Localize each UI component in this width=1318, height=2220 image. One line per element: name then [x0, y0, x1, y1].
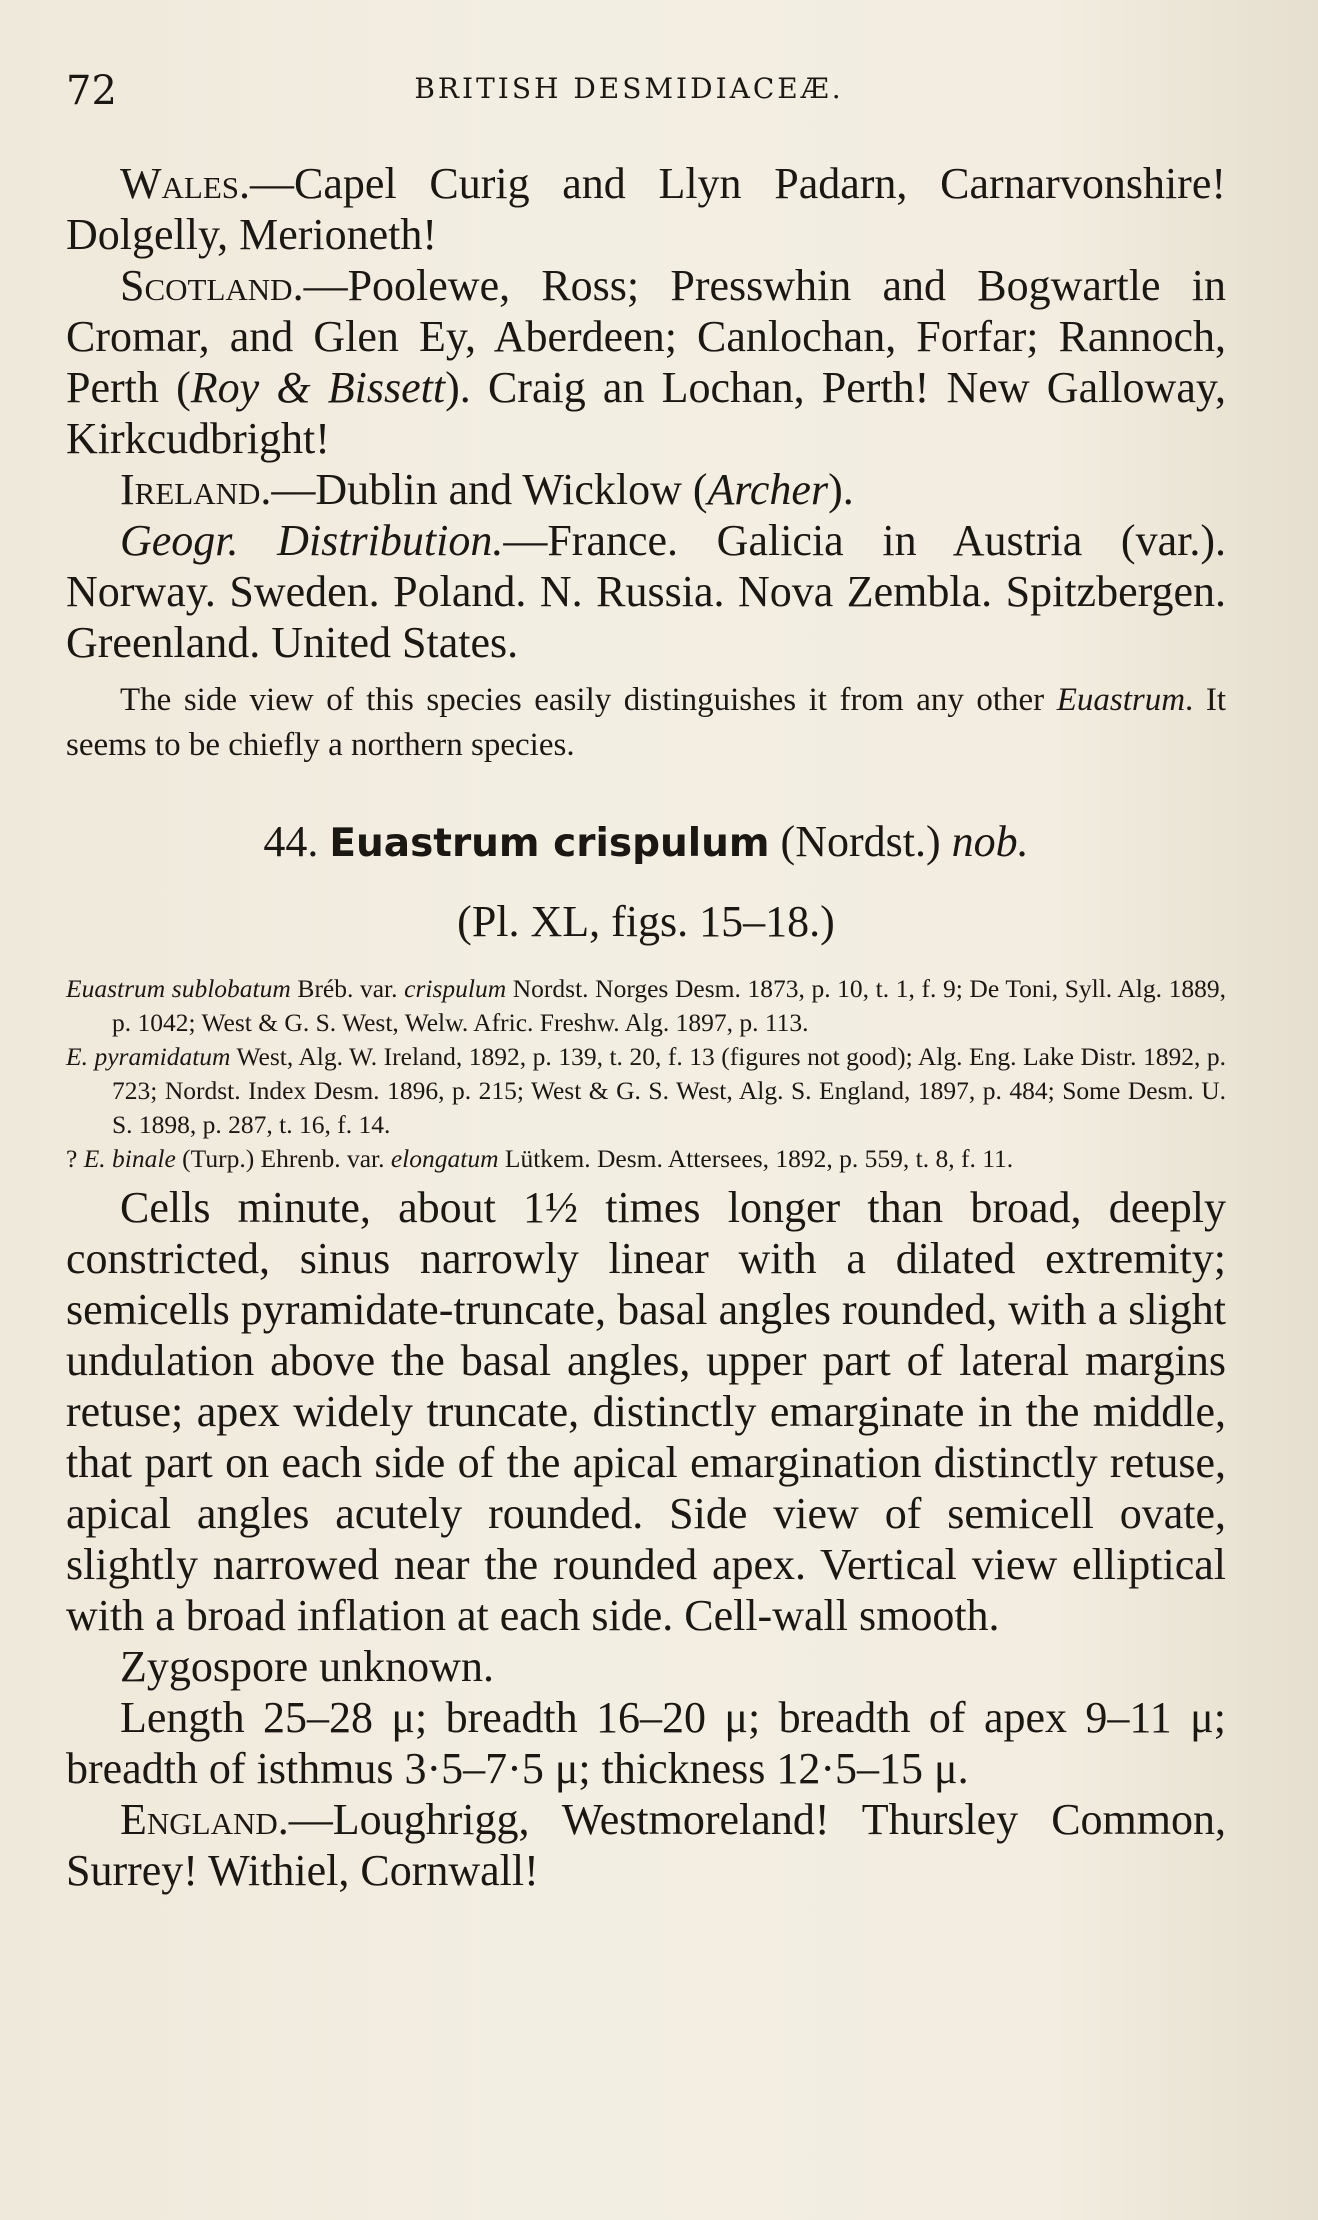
region-label: Wales. [120, 159, 251, 208]
synonym-entry [66, 1040, 1226, 1142]
species-nob: nob. [951, 817, 1029, 866]
synonym-name: Euastrum sublobatum [66, 974, 291, 1003]
zygospore-paragraph: Zygospore unknown. [120, 1642, 494, 1691]
region-label: Ireland. [120, 465, 272, 514]
species-heading [66, 816, 1226, 870]
running-head: BRITISH DESMIDIACEÆ. [414, 72, 844, 105]
page-body [66, 158, 1226, 1896]
description-paragraph: Cells minute, about 1½ times longer than broad, deeply constricted, sinus narrowly linear with a dilated extremity; semicells pyramidate-truncate, basal angles rounded, with a slight undulation above the basal angles, upper part of lateral margins retuse; apex widely truncate, distinctly emarginate in the middle, that part on each side of the apical emargination distinctly retuse, apical angles acutely rounded. Side view of semicell ovate, slightly narrowed near the rounded apex. Vertical view elliptical with a broad inflation at each side. Cell-wall smooth. [66, 1183, 1226, 1640]
synonym-text: Nordst. Norges Desm. 1873, p. 10, t. 1, f. 9; De Toni, Syll. Alg. 1889, p. 1042; West & G. S. West, Welw. Afric. Freshw. Alg. 1897, p. 113. [112, 974, 1226, 1037]
region-text: —Poolewe, Ross; Presswhin and Bogwartle in Cromar, and Glen Ey, Aberdeen; Canlochan, Forfar; Rannoch, Perth ( [66, 261, 1226, 412]
note-text: . It seems to be chiefly a northern species. [66, 682, 1226, 763]
region-label: Geogr. Distribution. [120, 516, 504, 565]
synonym-text: (Turp.) Ehrenb. var. [175, 1144, 391, 1173]
synonym-name: E. pyramidatum [66, 1042, 231, 1071]
species-name: Euastrum crispulum [329, 821, 770, 866]
collector-names: Archer [707, 465, 829, 514]
species-author: (Nordst.) [769, 817, 952, 866]
synonym-variety: elongatum [390, 1144, 499, 1173]
synonym-entry [66, 1142, 1226, 1176]
synonym-entry [66, 972, 1226, 1040]
genus-name: Euastrum [1056, 682, 1186, 718]
geographic-distribution-paragraph [66, 515, 1226, 668]
wales-paragraph [66, 158, 1226, 260]
region-text: —France. Galicia in Austria (var.). Norway. Sweden. Poland. N. Russia. Nova Zembla. Spitzbergen. Greenland. United States. [66, 516, 1226, 667]
region-text: ). Craig an Lochan, Perth! New Galloway, Kirkcudbright! [66, 363, 1226, 463]
page-number: 72 [66, 68, 117, 114]
species-number: 44. [263, 817, 319, 866]
synonym-variety: crispulum [404, 974, 507, 1003]
plate-reference: (Pl. XL, figs. 15–18.) [457, 897, 835, 946]
scotland-paragraph [66, 260, 1226, 464]
collector-names: Roy & Bissett [190, 363, 446, 412]
region-text: —Capel Curig and Llyn Padarn, Carnarvonshire! Dolgelly, Merioneth! [66, 159, 1226, 259]
region-text: —Dublin and Wicklow ( [271, 465, 708, 514]
synonym-text: West, Alg. W. Ireland, 1892, p. 139, t. 20, f. 13 (figures not good); Alg. Eng. Lake Distr. 1892, p. 723; Nordst. Index Desm. 1896, p. 215; West & G. S. West, Alg. S. England, 1897, p. 484; Some Desm. U. S. 1898, p. 287, t. 16, f. 14. [112, 1042, 1226, 1139]
synonym-name: E. binale [83, 1144, 176, 1173]
region-label: Scotland. [120, 261, 304, 310]
synonymy [66, 972, 1226, 1176]
synonym-text: Lütkem. Desm. Attersees, 1892, p. 559, t. 8, f. 11. [498, 1144, 1014, 1173]
england-paragraph [66, 1794, 1226, 1896]
ireland-paragraph [66, 464, 1226, 515]
region-text: ). [828, 465, 854, 514]
note-text: The side view of this species easily distinguishes it from any other [120, 682, 1057, 718]
region-text: —Loughrigg, Westmoreland! Thursley Common, Surrey! Withiel, Cornwall! [66, 1795, 1226, 1895]
species-note [66, 678, 1226, 768]
synonym-text: Bréb. var. [290, 974, 405, 1003]
synonym-query: ? [66, 1144, 84, 1173]
region-label: England. [120, 1795, 289, 1844]
measurements-paragraph: Length 25–28 μ; breadth 16–20 μ; breadth of apex 9–11 μ; breadth of isthmus 3·5–7·5 μ; thickness 12·5–15 μ. [66, 1693, 1226, 1793]
